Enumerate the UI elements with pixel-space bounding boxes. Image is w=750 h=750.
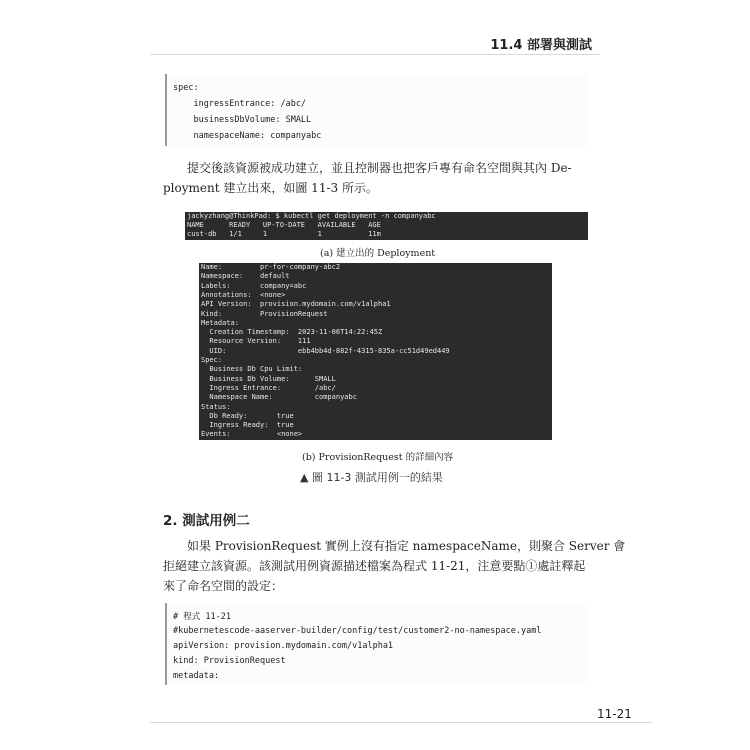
code-line: #kubernetescode-aaserver-builder/config/test/customer2-no-namespace.yaml xyxy=(173,626,542,636)
terminal-line: Ingress Entrance: /abc/ xyxy=(201,383,336,392)
terminal-line: Business Db Volume: SMALL xyxy=(201,374,336,383)
terminal-line: Name: pr-for-company-abc2 xyxy=(201,263,341,271)
code-line: apiVersion: provision.mydomain.com/v1alpha1 xyxy=(173,641,394,651)
terminal-line: jackyzhang@ThinkPad: $ kubectl get deployment -n companyabc xyxy=(187,212,436,220)
terminal-line: Kind: ProvisionRequest xyxy=(201,309,328,318)
body-paragraph xyxy=(163,536,626,596)
paragraph-line: 來了命名空間的設定： xyxy=(163,579,284,593)
running-header xyxy=(150,32,600,55)
spec-code-block xyxy=(165,74,587,146)
terminal-line: Db Ready: true xyxy=(201,411,294,420)
paragraph-line: 如果 ProvisionRequest 實例上沒有指定 namespaceName，則聚合 Server 會 xyxy=(163,539,626,553)
paragraph-line: ployment 建立出來，如圖 11-3 所示。 xyxy=(163,181,378,195)
subfigure-caption: (b) ProvisionRequest 的詳細內容 xyxy=(302,452,454,463)
terminal-screenshot-deployment xyxy=(185,212,588,240)
code-line: namespaceName: companyabc xyxy=(173,131,322,141)
page-number: 11-21 xyxy=(597,707,632,721)
terminal-line: Creation Timestamp: 2023-11-06T14:22:45Z xyxy=(201,328,383,337)
terminal-line: Business Db Cpu Limit: xyxy=(201,365,303,374)
terminal-screenshot-provisionrequest xyxy=(199,263,552,440)
code-line: # 程式 11-21 xyxy=(173,612,231,622)
code-line: businessDbVolume: SMALL xyxy=(173,115,312,125)
terminal-line: Spec: xyxy=(201,356,223,364)
figure-caption: ▲ 圖 11-3 測試用例一的結果 xyxy=(300,471,443,484)
terminal-line: Metadata: xyxy=(201,318,239,327)
code-line: metadata: xyxy=(173,671,220,681)
code-line: kind: ProvisionRequest xyxy=(173,656,286,666)
code-line: spec: xyxy=(173,83,199,93)
paragraph-line: 提交後該資源被成功建立，並且控制器也把客戶專有命名空間與其內 De- xyxy=(187,161,572,175)
code-line: ingressEntrance: /abc/ xyxy=(173,99,307,109)
terminal-line: Ingress Ready: true xyxy=(201,421,294,430)
terminal-line: Resource Version: 111 xyxy=(201,337,311,346)
terminal-line: cust-db 1/1 1 1 11m xyxy=(187,230,381,238)
terminal-line: Labels: company=abc xyxy=(201,281,307,290)
section-heading: 2. 測試用例二 xyxy=(163,513,250,529)
terminal-line: API Version: provision.mydomain.com/v1alpha1 xyxy=(201,300,391,309)
chapter-section-title: 11.4 部署與測試 xyxy=(490,38,592,53)
terminal-line: Annotations: <none> xyxy=(201,290,286,299)
subfigure-caption: (a) 建立出的 Deployment xyxy=(320,248,436,259)
body-paragraph xyxy=(163,158,588,198)
footer-divider xyxy=(150,722,652,723)
terminal-line: Status: xyxy=(201,402,231,411)
terminal-line: Events: <none> xyxy=(201,430,303,439)
terminal-line: UID: ebb4bb4d-882f-4315-835a-cc51d49ed449 xyxy=(201,346,450,355)
terminal-line: NAME READY UP-TO-DATE AVAILABLE AGE xyxy=(187,221,381,229)
code-listing xyxy=(165,603,587,685)
paragraph-line: 拒絕建立該資源。該測試用例資源描述檔案為程式 11-21，注意要點①處註釋起 xyxy=(163,559,586,573)
terminal-line: Namespace: default xyxy=(201,272,290,281)
terminal-line: Namespace Name: companyabc xyxy=(201,393,357,402)
